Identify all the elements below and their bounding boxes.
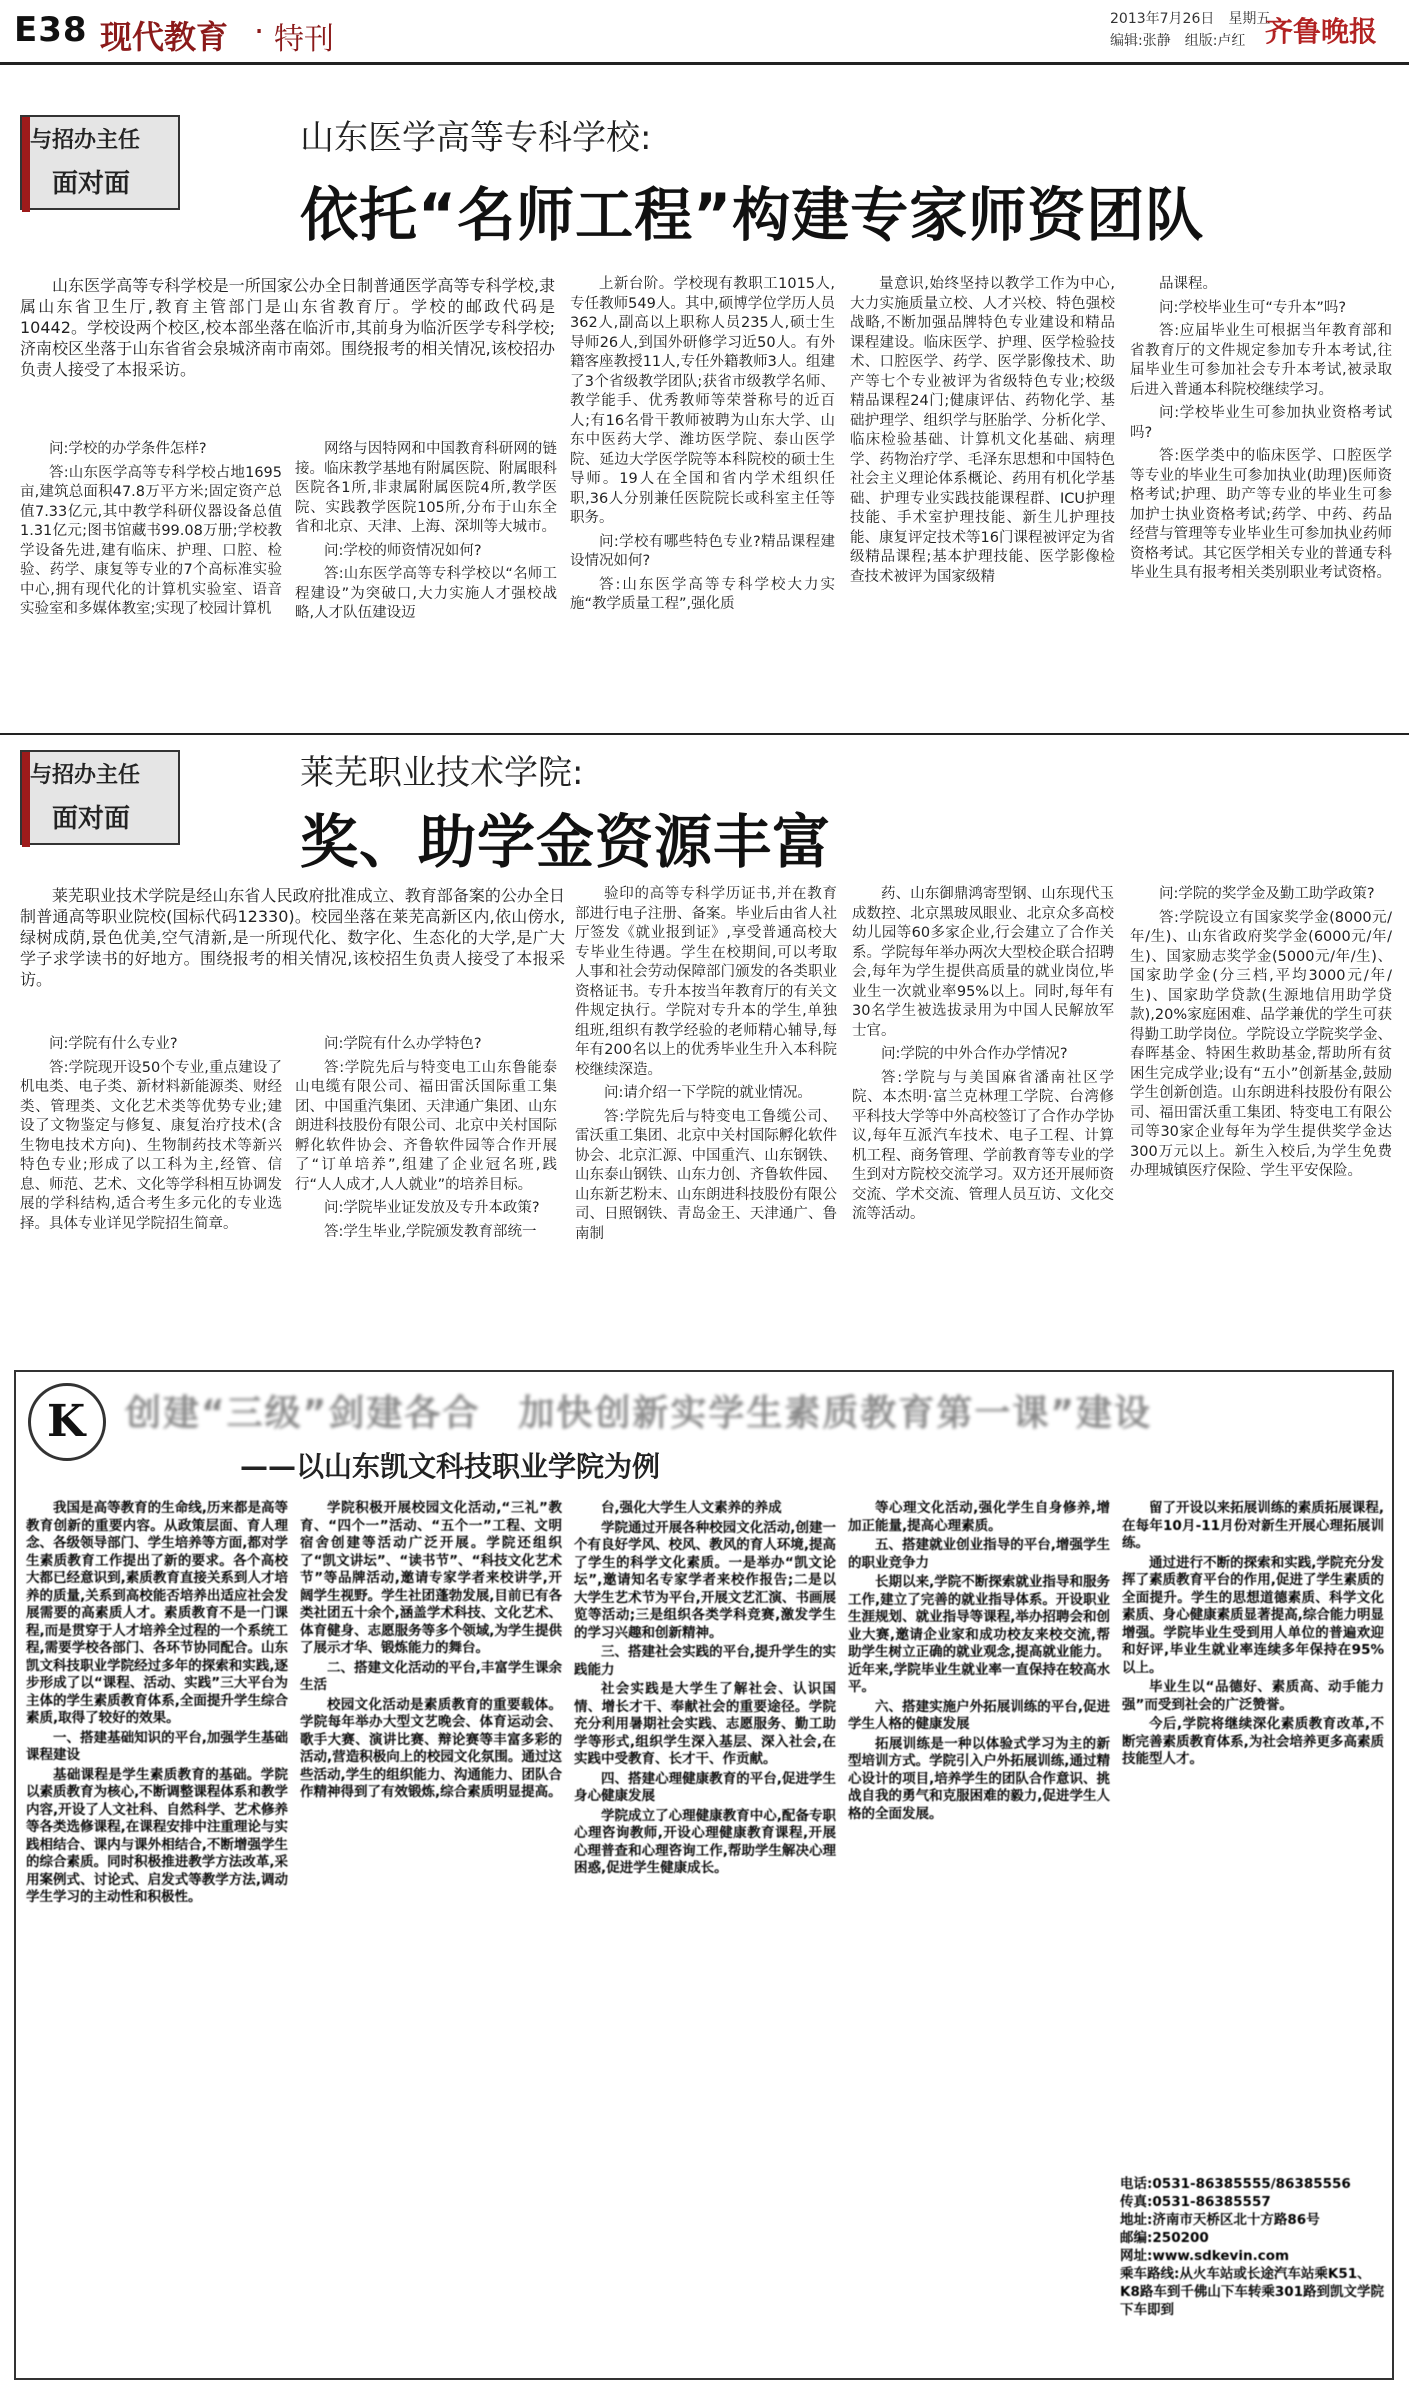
paragraph: 等心理文化活动,强化学生自身修养,增加正能量,提高心理素质。 [848,1500,1110,1534]
paragraph: 问:学校的办学条件怎样? [49,441,207,457]
paragraph: 四、搭建心理健康教育的平台,促进学生身心健康发展 [574,1770,836,1804]
intro-text: 山东医学高等专科学校是一所国家公办全日制普通医学高等专科学校,隶属山东省卫生厅,教育主管部门是山东省教育厅。学校的邮政代码是10442。学校设两个校区,校本部坐落在临沂市,其前身为临沂医学专科学校;济南校区坐落于山东省省会泉城济南市南郊。围绕报考的相关情况,该校招办负责人接受了本报采访。 [20,276,555,379]
feature-subtitle: ——以山东凯文科技职业学院为例 [240,1450,661,1483]
paragraph: 问:学校毕业生可“专升本”吗? [1159,299,1347,316]
paragraph: 答:学院现开设50个专业,重点建设了机电类、电子类、新材料新能源类、财经类、管理类、文化艺术类等优势专业;建设了文物鉴定与修复、康复治疗技术(含生物电技术方向)、生物制药技术等新兴特色专业;形成了以工科为主,经管、信息、师范、艺术、文化等学科相互协调发展的学科结构,适合考生多元化的专业选择。具体专业详见学院招生简章。 [20,1059,282,1232]
paragraph: 答:山东医学高等专科学校以“名师工程建设”为突破口,大力实施人才强校战略,人才队伍建设迈 [295,566,557,621]
paragraph: 答:学院设立有国家奖学金(8000元/年/生)、山东省政府奖学金(6000元/年/生)、国家励志奖学金(5000元/年/生)、国家助学金(分三档,平均3000元/年/生)、国家助学贷款(生源地信用助学贷款),20%家庭困难、品学兼优的学生可获得勤工助学岗位。学院设立学院奖学金、春晖基金、特困生救助基金,帮助所有贫困生完成学业;设有“五小”创新基金,鼓励学生创新创造。山东朗进科技股份有限公司、福田雷沃重工集团、特变电工有限公司等30家企业每年为学生提供奖学金达300万元以上。新生入校后,为学生免费办理城镇医疗保险、学生平安保险。 [1130,909,1392,1179]
paragraph: 一、搭建基础知识的平台,加强学生基础课程建设 [26,1729,288,1763]
column-3 [570,275,835,730]
column-3 [575,885,837,1345]
feature-column-1 [26,1500,288,2370]
badge-line2: 面对面 [52,804,131,834]
paragraph: 三、搭建社会实践的平台,提升学生的实践能力 [574,1644,836,1678]
paragraph: 网络与因特网和中国教育科研网的链接。临床教学基地有附属医院、附属眼科医院各1所,非隶属附属医院4所,教学医院、实践教学医院105所,分布于山东全省和北京、天津、上海、深圳等大城市。 [295,441,557,535]
badge-accent [22,117,30,212]
paragraph: 品课程。 [1159,276,1217,292]
feature-title: 创建“三级”剑建各合 加快创新实学生素质教育第一课”建设 [125,1393,1152,1434]
paragraph: 五、搭建就业创业指导的平台,增强学生的职业竞争力 [848,1537,1110,1571]
paragraph: 六、搭建实施户外拓展训练的平台,促进学生人格的健康发展 [848,1698,1110,1732]
college-logo [28,1383,106,1461]
fax-value: 0531-86385557 [1152,2194,1271,2210]
paragraph: 答:学院先后与特变电工山东鲁能泰山电缆有限公司、福田雷沃国际重工集团、中国重汽集团、天津通广集团、山东朗进科技股份有限公司、北京中关村国际孵化软件协会、齐鲁软件园等合作开展了“订单培养”,组建了企业冠名班,践行“人人成才,人人就业”的培养目标。 [295,1059,557,1193]
paragraph: 上新台阶。学校现有教职工1015人,专任教师549人。其中,硕博学位学历人员362人,副高以上职称人员235人,硕士生导师26人,到国外研修学习近50人。有外籍客座教授11人,专任外籍教师3人。组建了3个省级教学团队;获省市级教学名师、教学能手、优秀教师等荣誉称号的近百人;有16名骨干教师被聘为山东大学、山东中医药大学、潍坊医学院、泰山医学院、延边大学医学院等本科院校的硕士生导师。19人在全国和省内学术组织任职,36人分别兼任医院院长或科室主任等职务。 [570,276,835,526]
paragraph: 答:山东医学高等专科学校大力实施“教学质量工程”,强化质 [570,576,835,612]
phone-value: 0531-86385555/86385556 [1152,2176,1351,2192]
paragraph: 学院积极开展校园文化活动,“三礼”教育、“四个一”活动、“五个一”工程、文明宿舍创建等活动广泛开展。学院还组织了“凯文讲坛”、“读书节”、“科技文化艺术节”等品牌活动,邀请专家学者来校讲学,开阔学生视野。学生社团蓬勃发展,目前已有各类社团五十余个,涵盖学术科技、文化艺术、体育健身、志愿服务等多个领域,为学生提供了展示才华、锻炼能力的舞台。 [300,1500,562,1656]
paragraph: 问:学院有什么办学特色? [324,1036,482,1052]
page-code: E38 [14,10,88,50]
column-1 [20,1035,282,1345]
section-sub: 特刊 [274,22,334,57]
column-4 [850,275,1115,730]
address-value: 济南市天桥区北十方路86号 [1152,2212,1320,2228]
paragraph: 答:应届毕业生可根据当年教育部和省教育厅的文件规定参加专升本考试,往届毕业生可参加社会专升本考试,被录取后进入普通本科院校继续学习。 [1130,323,1392,398]
phone-label: 电话: [1120,2176,1153,2192]
paragraph: 长期以来,学院不断探索就业指导和服务工作,建立了完善的就业指导体系。开设职业生涯规划、就业指导等课程,举办招聘会和创业大赛,邀请企业家和成功校友来校交流,帮助学生树立正确的就业观念,提高就业能力。近年来,学院毕业生就业率一直保持在较高水平。 [848,1574,1110,1695]
web-value: www.sdkevin.com [1152,2248,1290,2264]
fax-label: 传真: [1120,2194,1153,2210]
paragraph: 问:学校的师资情况如何? [324,542,482,559]
paragraph: 今后,学院将继续深化素质教育改革,不断完善素质教育体系,为社会培养更多高素质技能型人才。 [1122,1716,1384,1767]
section-name: 现代教育 [100,18,229,56]
feature-column-3 [574,1500,836,2370]
contact-fax-row [1120,2193,1390,2211]
paragraph: 通过进行不断的探索和实践,学院充分发挥了素质教育平台的作用,促进了学生素质的全面提升。学生的思想道德素质、科学文化素质、身心健康素质显著提高,综合能力明显增强。学院毕业生受到用人单位的普遍欢迎和好评,毕业生就业率连续多年保持在95%以上。 [1122,1554,1384,1676]
column-5 [1130,275,1392,730]
paragraph: 留了开设以来拓展训练的素质拓展课程,在每年10月-11月份对新生开展心理拓展训练。 [1122,1500,1384,1551]
column-2 [295,1035,557,1345]
paragraph: 校园文化活动是素质教育的重要载体。学院每年举办大型文艺晚会、体育运动会、歌手大赛、演讲比赛、辩论赛等丰富多彩的活动,营造积极向上的校园文化氛围。通过这些活动,学生的组织能力、沟通能力、团队合作精神得到了有效锻炼,综合素质明显提高。 [300,1696,562,1800]
paragraph: 量意识,始终坚持以教学工作为中心,大力实施质量立校、人才兴校、特色强校战略,不断加强品牌特色专业建设和精品课程建设。临床医学、护理、医学检验技术、口腔医学、药学、医学影像技术、助产等七个专业被评为省级特色专业;校级精品课程24门;健康评估、药物化学、基础护理学、组织学与胚胎学、分析化学、临床检验基础、计算机文化基础、病理学、药物治疗学、毛泽东思想和中国特色社会主义理论体系概论、药用有机化学基础、护理专业实践技能课程群、ICU护理技能、手术室护理技能、新生儿护理技能、康复评定技术等16门课程被评定为省级精品课程;基本护理技能、医学影像检查技术被评为国家级精 [850,276,1115,585]
paragraph: 问:学院有什么专业? [49,1036,178,1052]
paragraph: 验印的高等专科学历证书,并在教育部进行电子注册、备案。毕业后由省人社厅签发《就业报到证》,享受普通高校大专毕业生待遇。学生在校期间,可以考取人事和社会劳动保障部门颁发的各类职业资格证书。专升本按当年教育厅的有关文件规定执行。学院对专升本的学生,单独组班,组织有教学经验的老师精心辅导,每年有200名以上的优秀毕业生升入本科院校继续深造。 [575,886,837,1078]
page-header [0,0,1409,60]
contact-web-row [1120,2247,1390,2265]
zip-value: 250200 [1152,2230,1209,2246]
feature-column-2 [300,1500,562,2370]
article-shandong-medical [0,70,1409,735]
feature-column-4 [848,1500,1110,2370]
paragraph: 问:学校毕业生可参加执业资格考试吗? [1130,405,1392,441]
contact-box [1120,2175,1390,2319]
column-4 [852,885,1114,1345]
paragraph: 问:学院的中外合作办学情况? [881,1046,1068,1062]
paragraph: 问:请介绍一下学院的就业情况。 [604,1085,812,1101]
editor-credits: 编辑:张静 组版:卢红 [1110,33,1246,49]
header-rule [0,62,1409,65]
column-1 [20,440,282,730]
paragraph: 我国是高等教育的生命线,历来都是高等教育创新的重要内容。从政策层面、育人理念、各级领导部门、学生培养等方面,都对学生素质教育工作提出了新的要求。各个高校大都已经意识到,素质教育直接关系到人才培养的质量,关系到高校能否培养出适应社会发展需要的高素质人才。素质教育不是一门课程,而是贯穿于人才培养全过程的一个系统工程,需要学校各部门、各环节协同配合。山东凯文科技职业学院经过多年的探索和实践,逐步形成了以“课程、活动、实践”三大平台为主体的学生素质教育体系,全面提升学生综合素质,取得了较好的效果。 [26,1500,288,1726]
paragraph: 台,强化大学生人文素养的养成 [601,1500,782,1516]
feature-column-5 [1122,1500,1384,2160]
bus-route: 乘车路线:从火车站或长途汽车站乘K51、K8路车到千佛山下车转乘301路到凯文学院下车即到 [1120,2266,1385,2318]
logo-letter: K [47,1396,86,1447]
contact-phone-row [1120,2175,1390,2193]
paragraph: 二、搭建文化活动的平台,丰富学生课余生活 [300,1659,562,1693]
school-name: 山东医学高等专科学校: [300,118,652,158]
headline: 奖、助学金资源丰富 [300,808,832,876]
zip-label: 邮编: [1120,2230,1153,2246]
interview-badge [20,750,180,845]
contact-address-row [1120,2211,1390,2229]
paragraph: 答:山东医学高等专科学校占地1695亩,建筑总面积47.8万平方米;固定资产总值7.33亿元,其中教学科研仪器设备总值1.31亿元;图书馆藏书99.08万册;学校教学设备先进,建有临床、护理、口腔、检验、药学、康复等专业的7个高标准实验中心,拥有现代化的计算机实验室、语音实验室和多媒体教室;实现了校园计算机 [20,464,282,617]
article-laiwu-vocational [0,735,1409,1355]
intro-text: 莱芜职业技术学院是经山东省人民政府批准成立、教育部备案的公办全日制普通高等职业院校(国标代码12330)。校园坐落在莱芜高新区内,依山傍水,绿树成荫,景色优美,空气清新,是一所现代化、数字化、生态化的大学,是广大学子求学读书的好地方。围绕报考的相关情况,该校招生负责人接受了本报采访。 [20,886,565,989]
badge-line1: 与招办主任 [30,128,141,153]
issue-date: 2013年7月26日 星期五 [1110,11,1271,27]
column-2 [295,440,557,730]
interview-badge [20,115,180,210]
paragraph: 拓展训练是一种以体验式学习为主的新型培训方式。学院引入户外拓展训练,通过精心设计的项目,培养学生的团队合作意识、挑战自我的勇气和克服困难的毅力,促进学生人格的全面发展。 [848,1735,1110,1822]
paragraph: 答:学院先后与特变电工鲁缆公司、雷沃重工集团、北京中关村国际孵化软件协会、北京汇源、中国重汽、山东钢铁、山东泰山钢铁、山东力创、齐鲁软件园、山东新艺粉末、山东朗进科技股份有限公司、日照钢铁、青岛金王、天津通广、鲁南制 [575,1108,837,1242]
paragraph: 问:学校有哪些特色专业?精品课程建设情况如何? [570,533,835,569]
paragraph: 答:学院与与美国麻省潘南社区学院、本杰明·富兰克林理工学院、台湾修平科技大学等中外高校签订了合作办学协议,每年互派汽车技术、电子工程、计算机工程、商务管理、学前教育等专业的学生到对方院校交流学习。双方还开展师资交流、学术交流、管理人员互访、文化交流等活动。 [852,1069,1114,1222]
intro-paragraph [20,885,565,1015]
paragraph: 学院成立了心理健康教育中心,配备专职心理咨询教师,开设心理健康教育课程,开展心理普查和心理咨询工作,帮助学生解决心理困惑,促进学生健康成长。 [574,1807,836,1876]
paragraph: 学院通过开展各种校园文化活动,创建一个有良好学风、校风、教风的育人环境,提高了学生的科学文化素质。一是举办“凯文论坛”,邀请知名专家学者来校作报告;二是以大学生艺术节为平台,开展文艺汇演、书画展览等活动;三是组织各类学科竞赛,激发学生的学习兴趣和创新精神。 [574,1519,836,1641]
paragraph: 毕业生以“品德好、素质高、动手能力强”而受到社会的广泛赞誉。 [1122,1679,1384,1713]
web-label: 网址: [1120,2248,1153,2264]
paragraph: 药、山东御鼎鸿寄型钢、山东现代玉成数控、北京黑玻凤眼业、北京众多高校幼儿园等60多家企业,行会建立了合作关系。学院每年举办两次大型校企联合招聘会,每年为学生提供高质量的就业岗位,毕业生一次就业率95%以上。同时,每年有30名学生被选拔录用为中国人民解放军士官。 [852,886,1114,1039]
paragraph: 问:学院的奖学金及勤工助学政策? [1159,886,1375,902]
paragraph: 基础课程是学生素质教育的基础。学院以素质教育为核心,不断调整课程体系和教学内容,开设了人文社科、自然科学、艺术修养等各类选修课程,在课程安排中注重理论与实践相结合、课内与课外相结合,不断增强学生的综合素质。同时积极推进教学方法改革,采用案例式、讨论式、启发式等教学方法,调动学生学习的主动性和积极性。 [26,1766,288,1905]
paragraph: 答:学生毕业,学院颁发教育部统一 [324,1223,537,1240]
paragraph: 答:医学类中的临床医学、口腔医学等专业的毕业生可参加执业(助理)医师资格考试;护理、助产等专业的毕业生可参加护士执业资格考试;药学、中药、药品经营与管理等专业毕业生可参加执业药师资格考试。其它医学相关专业的普通专科毕业生具有报考相关类别职业考试资格。 [1130,448,1392,581]
section-dot: · [254,12,265,50]
paragraph: 问:学院毕业证发放及专升本政策? [324,1200,540,1216]
intro-paragraph [20,275,555,425]
address-label: 地址: [1120,2212,1153,2228]
badge-line2: 面对面 [52,169,131,199]
contact-zip-row [1120,2229,1390,2247]
badge-accent [22,752,30,847]
column-5 [1130,885,1392,1345]
headline: 依托“名师工程”构建专家师资团队 [300,181,1205,249]
badge-line1: 与招办主任 [30,763,141,788]
newspaper-logo: 齐鲁晚报 [1265,15,1378,48]
paragraph: 社会实践是大学生了解社会、认识国情、增长才干、奉献社会的重要途径。学院充分利用暑期社会实践、志愿服务、勤工助学等形式,组织学生深入基层、深入社会,在实践中受教育、长才干、作贡献。 [574,1681,836,1767]
school-name: 莱芜职业技术学院: [300,753,584,793]
